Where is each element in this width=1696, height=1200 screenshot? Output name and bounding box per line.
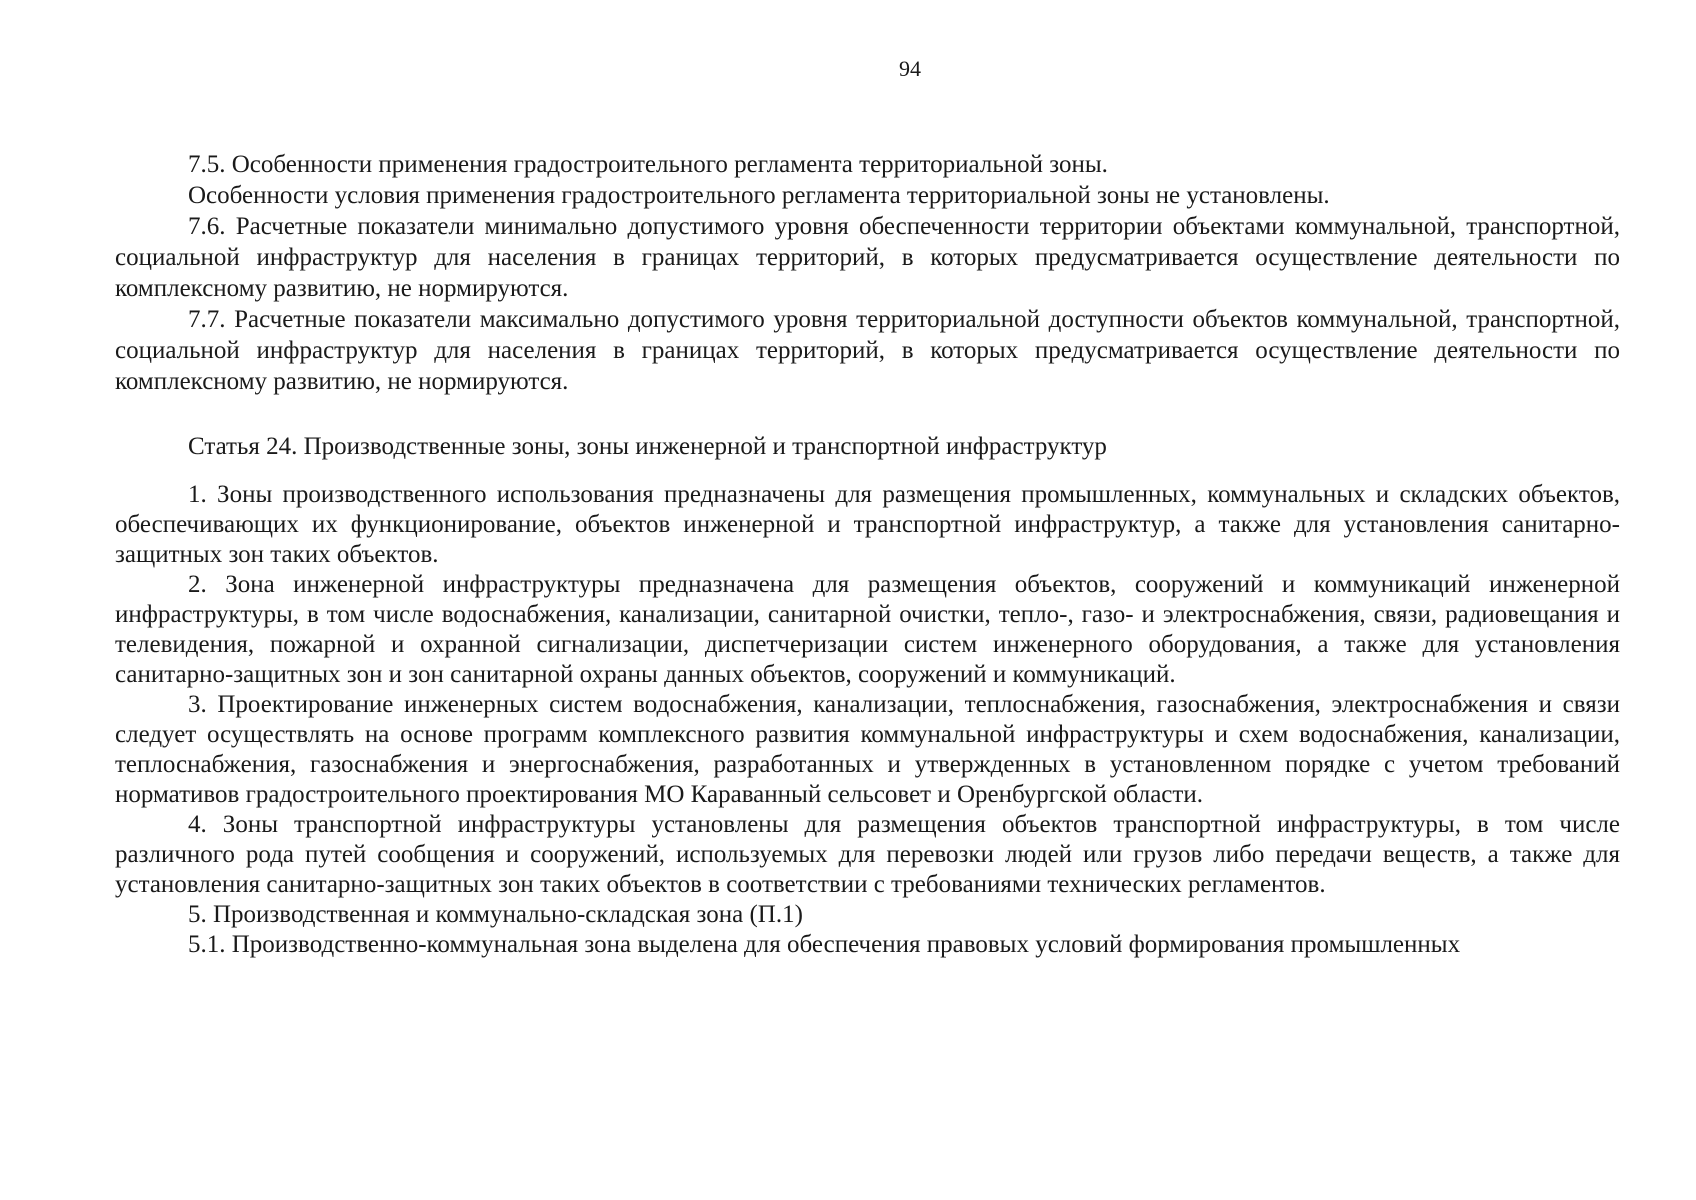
paragraph-7-6: 7.6. Расчетные показатели минимально допустимого уровня обеспеченности территории объектами коммунальной, транспортной, социальной инфраструктур для населения в границах территорий, в которых предусматривается осуществление деятельности по комплексному развитию, не нормируются. <box>115 213 1620 302</box>
paragraph-3: 3. Проектирование инженерных систем водоснабжения, канализации, теплоснабжения, газоснабжения, электроснабжения и связи следует осуществлять на основе программ комплексного развития коммунальной инфраструктуры и схем водоснабжения, канализации, теплоснабжения, газоснабжения и энергоснабжения, разработанных и утвержденных в установленном порядке с учетом требований нормативов градостроительного проектирования МО Караванный сельсовет и Оренбургской области. <box>115 691 1620 808</box>
paragraph-7-5-text: Особенности условия применения градостроительного регламента территориальной зоны не установлены. <box>188 182 1330 209</box>
page-number: 94 <box>899 56 921 81</box>
paragraph-4: 4. Зоны транспортной инфраструктуры установлены для размещения объектов транспортной инфраструктуры, в том числе различного рода путей сообщения и сооружений, используемых для перевозки людей или грузов либо передачи веществ, а также для установления санитарно-защитных зон таких объектов в соответствии с требованиями технических регламентов. <box>115 811 1620 898</box>
paragraph-7-5: 7.5. Особенности применения градостроительного регламента территориальной зоны. <box>188 151 1108 178</box>
paragraph-7-7: 7.7. Расчетные показатели максимально допустимого уровня территориальной доступности объектов коммунальной, транспортной, социальной инфраструктур для населения в границах территорий, в которых предусматривается осуществление деятельности по комплексному развитию, не нормируются. <box>115 306 1620 395</box>
paragraph-5-1: 5.1. Производственно-коммунальная зона выделена для обеспечения правовых условий формирования промышленных <box>188 931 1461 958</box>
paragraph-1: 1. Зоны производственного использования предназначены для размещения промышленных, коммунальных и складских объектов, обеспечивающих их функционирование, объектов инженерной и транспортной инфраструктур, а также для установления санитарно-защитных зон таких объектов. <box>115 481 1620 568</box>
paragraph-2: 2. Зона инженерной инфраструктуры предназначена для размещения объектов, сооружений и коммуникаций инженерной инфраструктуры, в том числе водоснабжения, канализации, санитарной очистки, тепло-, газо- и электроснабжения, связи, радиовещания и телевидения, пожарной и охранной сигнализации, диспетчеризации систем инженерного оборудования, а также для установления санитарно-защитных зон и зон санитарной охраны данных объектов, сооружений и коммуникаций. <box>115 571 1620 688</box>
paragraph-5: 5. Производственная и коммунально-складская зона (П.1) <box>188 901 803 928</box>
document-body <box>115 149 1620 960</box>
article-24-heading: Статья 24. Производственные зоны, зоны инженерной и транспортной инфраструктур <box>188 433 1107 460</box>
